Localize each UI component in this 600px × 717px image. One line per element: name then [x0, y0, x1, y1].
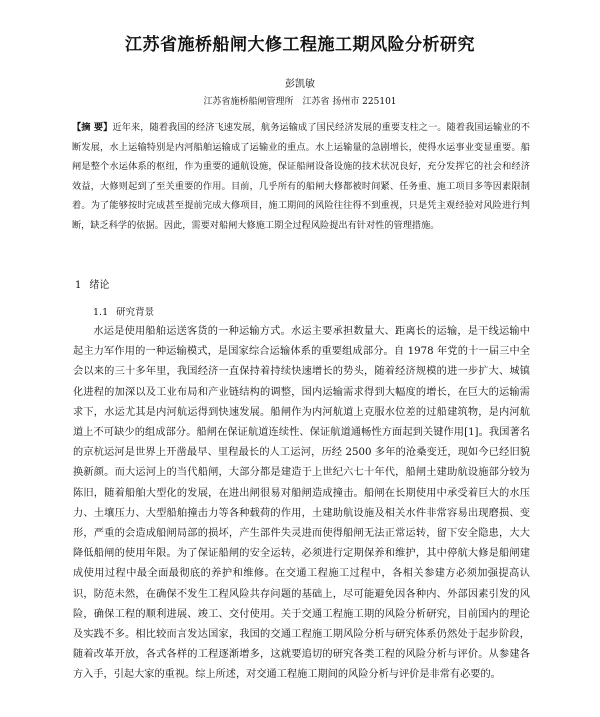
body-paragraph: 水运是使用船舶运送客货的一种运输方式。水运主要承担数量大、距离长的运输，是干线运输中起主力军作用的一种运输模式，是国家综合运输体系的重要组成部分。自 1978 年党的十一届三中全会以来的三十多年里，我国经济一直保持着持续快速增长的势头，随着经济规模的进一步扩大、城镇化进程的加深以及工业布局和产业链结构的调整，国内运输需求得到大幅度的增长，在巨大的运输需求下，水运尤其是内河航运得到快速发展。船闸作为内河航道上克服水位差的过船建筑物，是内河航道上不可缺少的组成部分。船闸在保证航道连续性、保证航道通畅性方面起到关键作用[1]。我国著名的京杭运河是世界上开凿最早、里程最长的人工运河，历经 2500 多年的沧桑变迁，现如今已经旧貌换新颜。而大运河上的当代船闸，大部分都是建造于上世纪六七十年代，船闸土建助航设施部分较为陈旧，随着船舶大型化的发展，在进出闸很易对船闸造成撞击。船闸在长期使用中承受着巨大的水压力、土壤压力、大型船舶撞击力等各种载荷的作用，土建助航设施及相关水件非常容易出现磨损、变形，严重的会造成船闸局部的损坏，产生部件失灵进而使得船闸无法正常运转，留下安全隐患，大大降低船闸的使用年限。为了保证船闸的安全运转，必须进行定期保养和维护，其中停航大修是船闸建成使用过程中最全面最彻底的养护和维修。在交通工程施工过程中，各相关参建方必须加强提高认识，防范未然，在确保不发生工程风险共存问题的基础上，尽可能避免因各种内、外部因素引发的风险，确保工程的顺利进展、竣工、交付使用。关于交通工程施工期的风险分析研究，目前国内的理论及实践不多。相比较而言发达国家，我国的交通工程施工期风险分析与研究体系仍然处于起步阶段，随着改革开放，各式各样的工程逐渐增多，这就要追切的研究各类工程的风险分析与评价。从参建各方入手，引起大家的重视。综上所述，对交通工程施工期间的风险分析与评价是非常有必要的。 [73, 326, 530, 681]
section-number: 1 [75, 280, 82, 291]
subsection-number: 1.1 [93, 307, 109, 318]
section-title: 绪论 [89, 280, 110, 291]
author-name: 彭凯敏 [285, 79, 315, 90]
abstract-label: 【摘 要】 [72, 122, 113, 133]
subsection-heading [93, 306, 154, 319]
paper-title: 江苏省施桥船闸大修工程施工期风险分析研究 [125, 35, 475, 55]
subsection-title: 研究背景 [116, 307, 155, 318]
abstract [72, 118, 530, 236]
author-affiliation: 江苏省施桥船闸管理所 江苏省 扬州市 225101 [203, 97, 397, 107]
abstract-text: 近年来，随着我国的经济飞速发展，航务运输成了国民经济发展的重要支柱之一。随着我国运输业的不断发展，水上运输特别是内河船舶运输成了运输业的重点。水上运输量的急剧增长，使得水运事业变显重要。船闸是整个水运体系的枢纽，作为重要的通航设施，保证船闸设备设施的技术状况良好，充分发挥它的社会和经济效益，大修则起到了至关重要的作用。目前，几乎所有的船闸大修都被时间紧、任务重、施工项目多等因素限制着。为了能够按时完成甚至提前完成大修项目，施工期间的风险往往得不到重视，只是凭主观经验对风险进行判断，缺乏科学的依据。因此，需要对船闸大修施工期全过程风险提出有针对性的管理措施。 [72, 122, 530, 231]
body-text [73, 322, 530, 686]
section-heading [75, 279, 109, 293]
